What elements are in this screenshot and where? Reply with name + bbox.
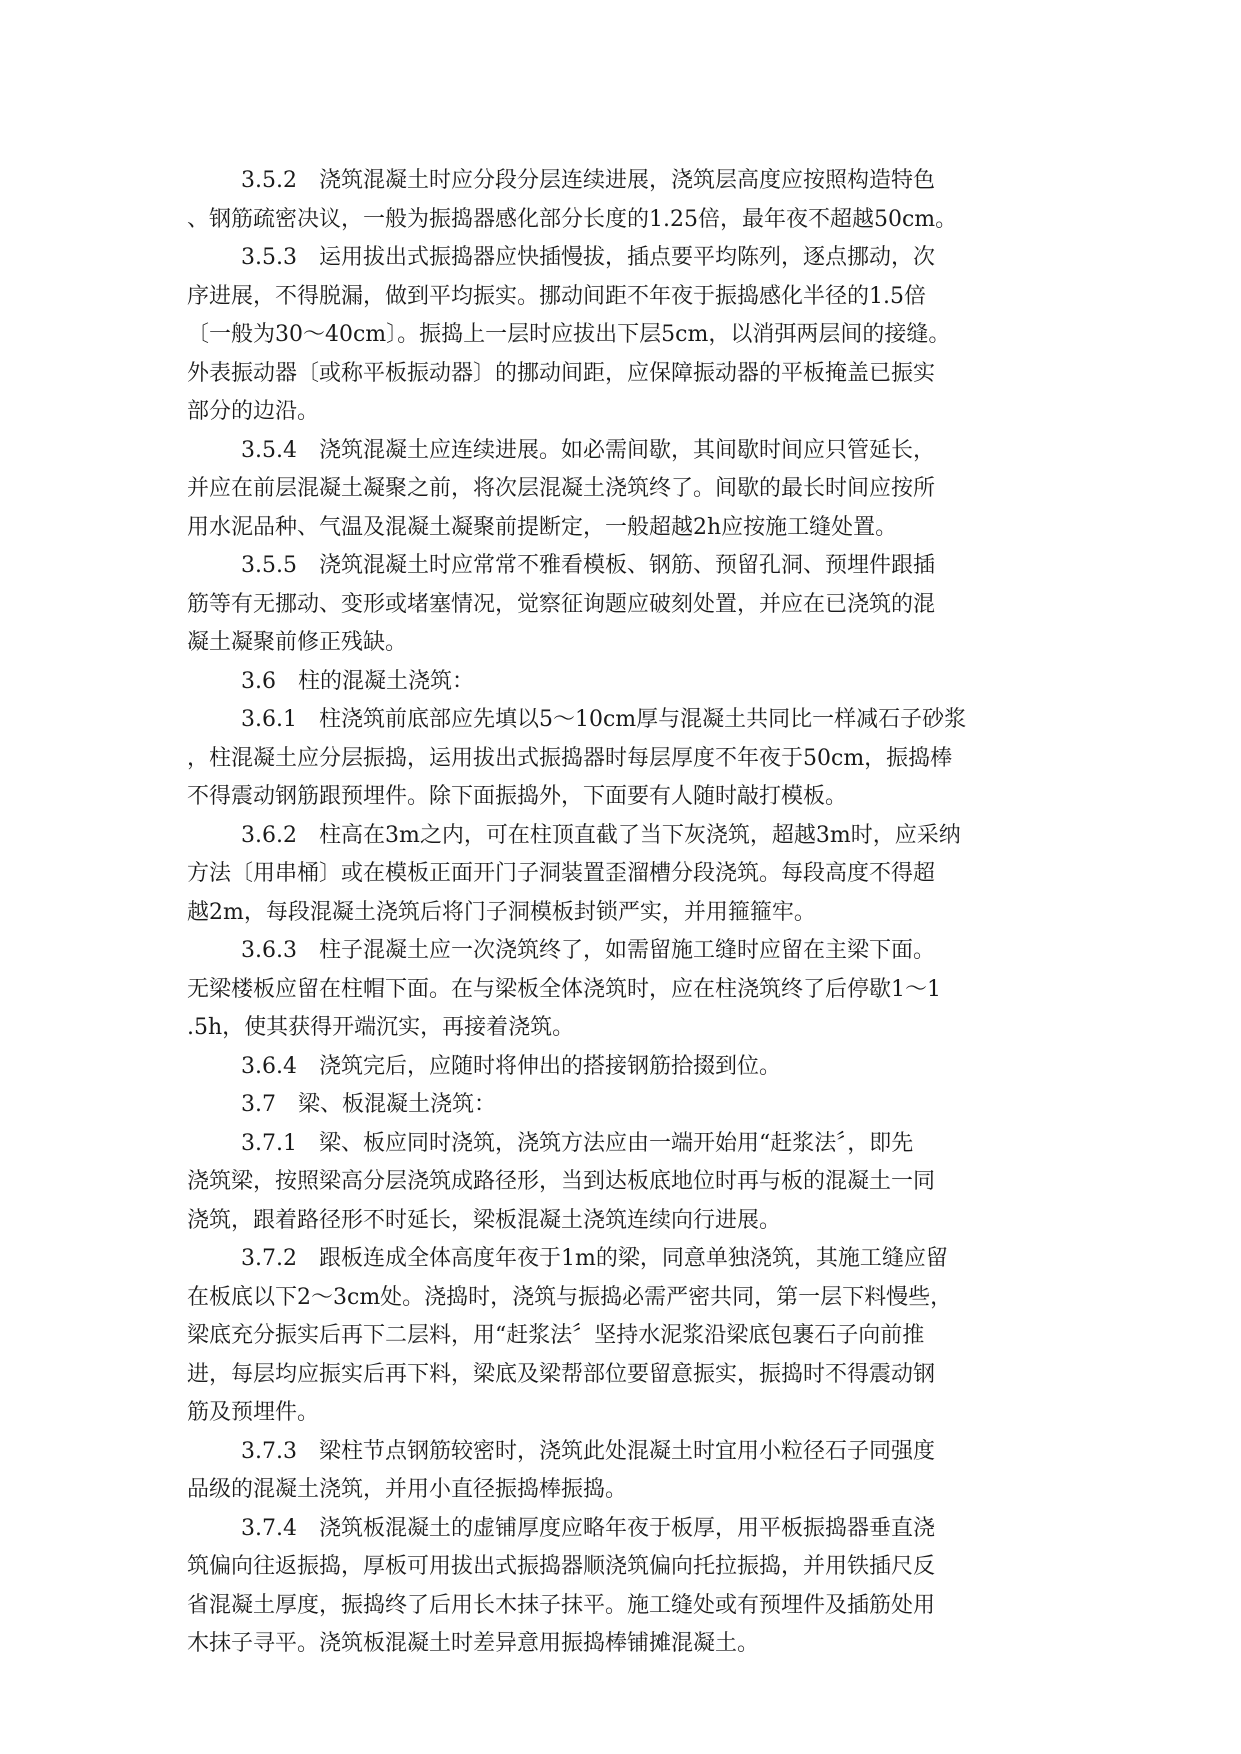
paragraph-first-line: 3.7 梁、板混凝土浇筑： — [241, 1092, 496, 1117]
paragraph-first-line: 3.7.4 浇筑板混凝土的虚铺厚度应略年夜于板厚，用平板振捣器垂直浇 — [241, 1515, 935, 1541]
paragraph-line: 进，每层均应振实后再下料，梁底及梁帮部位要留意振实，振捣时不得震动钢 — [187, 1361, 936, 1387]
paragraph-line: ，柱混凝土应分层振捣，运用拔出式振捣器时每层厚度不年夜于50cm，振捣棒 — [187, 745, 953, 771]
paragraph-line: 省混凝土厚度，振捣终了后用长木抹子抹平。施工缝处或有预埋件及插筋处用 — [187, 1592, 936, 1618]
paragraph-line: .5h，使其获得开端沉实，再接着浇筑。 — [187, 1015, 575, 1040]
paragraph-first-line: 3.5.5 浇筑混凝土时应常常不雅看模板、钢筋、预留孔洞、预埋件跟插 — [241, 553, 935, 578]
paragraph-line: 木抹子寻平。浇筑板混凝土时差异意用振捣棒铺摊混凝土。 — [187, 1631, 760, 1656]
paragraph-first-line: 3.7.1 梁、板应同时浇筑，浇筑方法应由一端开始用“赶浆法〞，即先 — [241, 1130, 914, 1156]
paragraph-first-line: 3.6.3 柱子混凝土应一次浇筑终了，如需留施工缝时应留在主梁下面。 — [241, 938, 935, 963]
paragraph-line: 浇筑，跟着路径形不时延长，梁板混凝土浇筑连续向行进展。 — [187, 1207, 782, 1233]
paragraph-line: 不得震动钢筋跟预埋件。除下面振捣外，下面要有人随时敲打模板。 — [187, 784, 848, 809]
paragraph-line: 梁底充分振实后再下二层料，用“赶浆法〞坚持水泥浆沿梁底包裹石子向前推 — [187, 1323, 925, 1348]
paragraph-line: 越2m，每段混凝土浇筑后将门子洞模板封锁严实，并用箍箍牢。 — [187, 899, 816, 925]
paragraph-line: 筑偏向往返振捣，厚板可用拔出式振捣器顺浇筑偏向托拉振捣，并用铁插尺反 — [187, 1554, 936, 1579]
paragraph-line: 〔一般为30～40cm〕。振捣上一层时应拔出下层5cm，以消弭两层间的接缝。 — [187, 322, 951, 347]
paragraph-line: 用水泥品种、气温及混凝土凝聚前提断定，一般超越2h应按施工缝处置。 — [187, 514, 898, 540]
paragraph-line: 品级的混凝土浇筑，并用小直径振捣棒振捣。 — [187, 1477, 628, 1502]
paragraph-line: 并应在前层混凝土凝聚之前，将次层混凝土浇筑终了。间歇的最长时间应按所 — [187, 476, 936, 501]
paragraph-line: 在板底以下2～3cm处。浇捣时，浇筑与振捣必需严密共同，第一层下料慢些， — [187, 1284, 953, 1310]
paragraph-line: 序进展，不得脱漏，做到平均振实。挪动间距不年夜于振捣感化半径的1.5倍 — [187, 283, 926, 309]
paragraph-line: 凝土凝聚前修正残缺。 — [187, 630, 408, 655]
paragraph-first-line: 3.7.3 梁柱节点钢筋较密时，浇筑此处混凝土时宜用小粒径石子同强度 — [241, 1438, 935, 1464]
paragraph-first-line: 3.6.4 浇筑完后，应随时将伸出的搭接钢筋拾掇到位。 — [241, 1053, 781, 1079]
paragraph-first-line: 3.7.2 跟板连成全体高度年夜于1m的梁，同意单独浇筑，其施工缝应留 — [241, 1246, 948, 1271]
paragraph-first-line: 3.5.4 浇筑混凝土应连续进展。如必需间歇，其间歇时间应只管延长， — [241, 437, 935, 463]
paragraph-first-line: 3.5.2 浇筑混凝土时应分段分层连续进展，浇筑层高度应按照构造特色 — [241, 168, 935, 193]
paragraph-first-line: 3.6 柱的混凝土浇筑： — [241, 668, 474, 694]
paragraph-line: 无梁楼板应留在柱帽下面。在与梁板全体浇筑时，应在柱浇筑终了后停歇1～1 — [187, 976, 941, 1002]
paragraph-line: 浇筑梁，按照梁高分层浇筑成路径形，当到达板底地位时再与板的混凝土一同 — [187, 1169, 936, 1194]
document-body — [187, 162, 1047, 1664]
paragraph-line: 部分的边沿。 — [187, 399, 320, 424]
paragraph-first-line: 3.6.1 柱浇筑前底部应先填以5～10cm厚与混凝土共同比一样减石子砂浆 — [241, 707, 967, 732]
paragraph-line: 、钢筋疏密决议，一般为振捣器感化部分长度的1.25倍，最年夜不超越50cm。 — [187, 206, 958, 232]
paragraph-line: 筋及预埋件。 — [187, 1400, 320, 1425]
paragraph-line: 筋等有无挪动、变形或堵塞情况，觉察征询题应破刻处置，并应在已浇筑的混 — [187, 591, 936, 617]
paragraph-first-line: 3.6.2 柱高在3m之内，可在柱顶直截了当下灰浇筑，超越3m时，应采纳 — [241, 822, 961, 848]
paragraph-first-line: 3.5.3 运用拔出式振捣器应快插慢拔，插点要平均陈列，逐点挪动，次 — [241, 245, 935, 270]
paragraph-line: 外表振动器〔或称平板振动器〕的挪动间距，应保障振动器的平板掩盖已振实 — [187, 360, 936, 386]
paragraph-line: 方法〔用串桶〕或在模板正面开门子洞装置歪溜槽分段浇筑。每段高度不得超 — [187, 861, 936, 886]
